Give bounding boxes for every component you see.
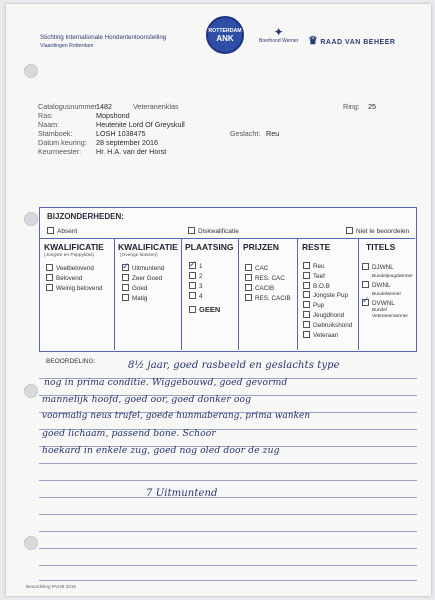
organizer-name: Stichting Internationale Hondententoonstelling bbox=[40, 34, 167, 41]
checkbox[interactable] bbox=[303, 301, 310, 308]
option-label: 3 bbox=[199, 283, 203, 290]
checkbox[interactable] bbox=[245, 264, 252, 271]
reste-head: RESTE bbox=[302, 242, 331, 252]
checkbox[interactable] bbox=[46, 284, 53, 291]
handwritten-line: goed lichaam, passend bone. Schoor bbox=[42, 428, 216, 439]
option-veelbelovend[interactable] bbox=[46, 264, 102, 274]
geslacht-value: Reu bbox=[266, 129, 280, 138]
option-res-cac[interactable] bbox=[245, 274, 291, 284]
option-goed[interactable] bbox=[122, 284, 164, 294]
checkbox[interactable] bbox=[189, 306, 196, 313]
reste-list bbox=[303, 262, 352, 340]
option-jeugdhond[interactable] bbox=[303, 311, 352, 321]
checkbox[interactable] bbox=[362, 281, 369, 288]
checkbox-checked[interactable] bbox=[122, 264, 129, 271]
raad-van-beheer-logo bbox=[308, 34, 395, 47]
punch-hole bbox=[24, 212, 38, 226]
keurmeester-label: Keurmeester: bbox=[38, 147, 82, 156]
checkbox[interactable] bbox=[303, 262, 310, 269]
option-label: Veelbelovend bbox=[56, 265, 94, 272]
show-logo-text: ROTTERDAM bbox=[208, 28, 242, 34]
handwritten-line: mannelijk hoofd, goed oor, goed donker oog bbox=[42, 394, 252, 405]
option-matig[interactable] bbox=[122, 294, 164, 304]
kwalificatie-overige-list bbox=[122, 264, 164, 304]
checkbox-checked[interactable] bbox=[189, 262, 196, 269]
checkbox[interactable] bbox=[303, 282, 310, 289]
option-label: 4 bbox=[199, 293, 203, 300]
stamboek-label: Stamboek: bbox=[38, 129, 73, 138]
stamboek-value: LOSH 1038475 bbox=[96, 129, 146, 138]
handwritten-line: hoekard in enkele zug, goed nog oled door de zug bbox=[42, 445, 280, 456]
kwalificatie-jongste-sub: (Jongste en Puppyklas) bbox=[44, 253, 95, 258]
checkbox[interactable] bbox=[303, 311, 310, 318]
option-jongste-pup[interactable] bbox=[303, 291, 352, 301]
option-veteraan[interactable] bbox=[303, 331, 352, 341]
naam-label: Naam: bbox=[38, 120, 60, 129]
keurmeester-value: Hr. H.A. van der Horst bbox=[96, 147, 167, 156]
handwritten-qualification: 7 Uitmuntend bbox=[146, 488, 218, 499]
checkbox[interactable] bbox=[362, 263, 369, 270]
geslacht-label: Geslacht: bbox=[230, 129, 261, 138]
option-label: DVWNL bbox=[372, 300, 395, 307]
prijzen-head: PRIJZEN bbox=[243, 242, 279, 252]
option-belovend[interactable] bbox=[46, 274, 102, 284]
option-weinig-belovend[interactable] bbox=[46, 284, 102, 294]
option-label: Jeugdhond bbox=[313, 311, 345, 319]
crown-icon: ♛ bbox=[308, 35, 319, 47]
checkbox[interactable] bbox=[46, 264, 53, 271]
option-label: Matig bbox=[132, 295, 148, 302]
dog-info bbox=[38, 102, 378, 156]
organizer-subtitle: Vlaardingen Rotterdam bbox=[40, 43, 94, 49]
ring-value: 25 bbox=[368, 102, 376, 111]
kwalificatie-overige-head: KWALIFICATIE bbox=[118, 242, 178, 252]
show-logo-inner: ANK bbox=[216, 34, 234, 43]
footer-text: Beoordeling RVHB 2016 bbox=[26, 584, 76, 589]
option-label: RES. CAC bbox=[255, 275, 285, 282]
checkbox[interactable] bbox=[303, 272, 310, 279]
option-cacib[interactable] bbox=[245, 284, 291, 294]
option-pup[interactable] bbox=[303, 301, 352, 311]
checkbox[interactable] bbox=[188, 227, 195, 234]
option-label: Weinig belovend bbox=[56, 285, 103, 292]
beoordeling-label: BEOORDELING: bbox=[46, 358, 96, 365]
checkbox[interactable] bbox=[245, 274, 252, 281]
plaatsing-list bbox=[189, 262, 203, 302]
bijzonderheden-box bbox=[39, 207, 417, 352]
checkbox[interactable] bbox=[303, 291, 310, 298]
niet-beoordelen-label: Niet te beoordelen bbox=[356, 228, 410, 235]
dog-icon: ✦ bbox=[273, 25, 284, 39]
kwalificatie-jongste-head: KWALIFICATIE bbox=[44, 242, 104, 252]
ras-label: Ras: bbox=[38, 111, 53, 120]
checkbox[interactable] bbox=[245, 284, 252, 291]
option-label: Zeer Goed bbox=[132, 275, 163, 282]
absent-option[interactable] bbox=[47, 227, 77, 235]
checkbox[interactable] bbox=[46, 274, 53, 281]
option-label: Uitmuntend bbox=[132, 265, 165, 272]
bijzonderheden-title: BIJZONDERHEDEN: bbox=[47, 212, 124, 221]
punch-hole bbox=[24, 64, 38, 78]
checkbox[interactable] bbox=[189, 292, 196, 299]
handwritten-line: voormalig neus trufel, goede hunmaberang, prima wanken bbox=[42, 411, 311, 421]
niet-beoordelen-option[interactable] bbox=[346, 227, 409, 235]
kwalificatie-overige-sub: (Overige klassen) bbox=[120, 253, 158, 258]
datum-value: 28 september 2016 bbox=[96, 138, 158, 147]
checkbox[interactable] bbox=[346, 227, 353, 234]
option-label: Teef bbox=[313, 272, 325, 280]
checkbox[interactable] bbox=[189, 282, 196, 289]
checkbox-checked[interactable] bbox=[362, 299, 369, 306]
ras-value: Mopshond bbox=[96, 111, 130, 120]
naam-value: Heutenite Lord Of Greyskull bbox=[96, 120, 185, 129]
djwnl-sub: Bundeljeugdwinner bbox=[372, 274, 413, 279]
organizer-block bbox=[40, 34, 166, 50]
option-label: 1 bbox=[199, 263, 203, 270]
option-label: CAC bbox=[255, 265, 269, 272]
handwritten-line: 8½ jaar, goed rasbeeld en geslachts type bbox=[128, 360, 340, 371]
checkbox[interactable] bbox=[245, 294, 252, 301]
punch-hole bbox=[24, 384, 38, 398]
option-label: Jongste Pup bbox=[313, 292, 349, 300]
sponsor-logo bbox=[259, 26, 298, 44]
catalogusnummer-value: 1482 bbox=[96, 102, 112, 111]
option-bob[interactable] bbox=[303, 282, 352, 292]
dvwnl-sub: Bundel Veteranenwinner bbox=[372, 308, 409, 319]
ring-label: Ring: bbox=[343, 102, 360, 111]
checkbox[interactable] bbox=[122, 274, 129, 281]
option-djwnl[interactable] bbox=[362, 263, 413, 272]
option-dvwnl[interactable] bbox=[362, 299, 413, 308]
checkbox[interactable] bbox=[303, 331, 310, 338]
checkbox[interactable] bbox=[122, 284, 129, 291]
option-plaats-4[interactable] bbox=[189, 292, 203, 302]
option-label: CACIB bbox=[255, 285, 275, 292]
sponsor-caption: Boerhond Werner bbox=[259, 38, 299, 44]
option-label: Veteraan bbox=[313, 331, 339, 339]
option-label: 2 bbox=[199, 273, 203, 280]
option-gebruikshond[interactable] bbox=[303, 321, 352, 331]
absent-label: Absent bbox=[57, 228, 78, 235]
diskwalificatie-label: Diskwalificatie bbox=[198, 228, 239, 235]
checkbox[interactable] bbox=[303, 321, 310, 328]
handwritten-line: nog in prima conditie. Wiggebouwd, goed gevormd bbox=[44, 377, 288, 388]
option-dwnl[interactable] bbox=[362, 281, 413, 290]
option-plaats-3[interactable] bbox=[189, 282, 203, 292]
datum-label: Datum keuring: bbox=[38, 138, 87, 147]
option-reu[interactable] bbox=[303, 262, 352, 272]
option-plaats-2[interactable] bbox=[189, 272, 203, 282]
dwnl-sub: Bundelwinner bbox=[372, 292, 402, 297]
option-cac[interactable] bbox=[245, 264, 291, 274]
prijzen-list bbox=[245, 264, 291, 304]
option-uitmuntend[interactable] bbox=[122, 264, 164, 274]
option-label: GEEN bbox=[199, 305, 221, 314]
option-label: Pup bbox=[313, 302, 325, 310]
option-label: B.O.B bbox=[313, 282, 330, 290]
show-logo bbox=[206, 16, 244, 54]
raad-text: RAAD VAN BEHEER bbox=[320, 39, 396, 46]
option-res-cacib[interactable] bbox=[245, 294, 291, 304]
option-label: Belovend bbox=[56, 275, 83, 282]
diskwalificatie-option[interactable] bbox=[188, 227, 239, 235]
checkbox[interactable] bbox=[47, 227, 54, 234]
option-zeer-goed[interactable] bbox=[122, 274, 164, 284]
klasse-label: Veteranenklas bbox=[133, 102, 179, 111]
checkbox[interactable] bbox=[122, 294, 129, 301]
judging-form-page bbox=[6, 4, 431, 596]
option-plaats-1[interactable] bbox=[189, 262, 203, 272]
option-geen[interactable] bbox=[189, 305, 220, 314]
option-label: RES. CACIB bbox=[255, 295, 291, 302]
kwalificatie-jongste-list bbox=[46, 264, 102, 294]
option-label: DJWNL bbox=[372, 264, 394, 271]
catalogusnummer-label: Catalogusnummer: bbox=[38, 102, 99, 111]
punch-hole bbox=[24, 536, 38, 550]
checkbox[interactable] bbox=[189, 272, 196, 279]
option-label: Goed bbox=[132, 285, 148, 292]
titels-head: TITELS bbox=[366, 242, 396, 252]
option-label: Reu bbox=[313, 263, 325, 270]
option-label: Gebruikshond bbox=[313, 321, 353, 329]
option-teef[interactable] bbox=[303, 272, 352, 282]
plaatsing-head: PLAATSING bbox=[185, 242, 234, 252]
titels-list bbox=[362, 263, 413, 320]
option-label: DWNL bbox=[372, 282, 391, 289]
